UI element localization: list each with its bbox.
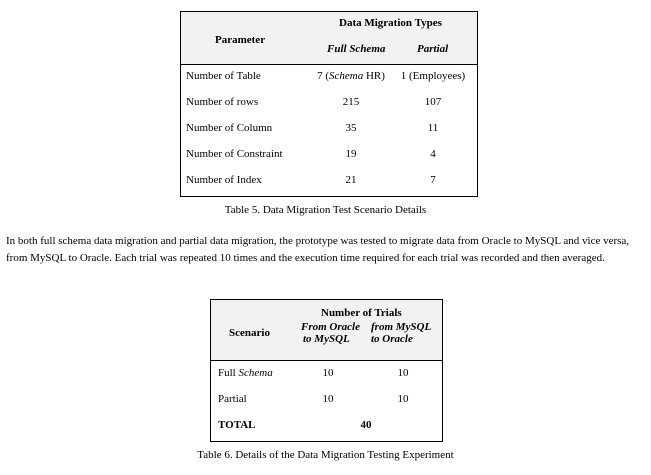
migration-types-header: Data Migration Types xyxy=(339,17,442,29)
partial-cell: 1 (Employees) xyxy=(400,70,466,82)
oracle-to-mysql-header-line2: to MySQL xyxy=(303,333,350,345)
body-paragraph: In both full schema data migration and partial data migration, the prototype was tested to migrate data from Oracle to MySQL and vice versa, from MySQL to Oracle. Each trial was repeated 10 times and the execution time required for each trial was recorded and then averaged. xyxy=(6,235,630,264)
parameter-cell: Number of Constraint xyxy=(186,148,283,160)
total-label: TOTAL xyxy=(218,419,256,431)
total-row xyxy=(211,412,442,438)
partial-cell: 11 xyxy=(427,122,439,134)
parameter-cell: Number of Table xyxy=(186,70,261,82)
mysql-to-oracle-cell: 10 xyxy=(397,393,409,405)
scenario-header: Scenario xyxy=(229,327,270,339)
full-schema-cell: 19 xyxy=(345,148,357,160)
partial-header: Partial xyxy=(417,43,449,55)
table-6 xyxy=(210,299,443,442)
mysql-to-oracle-cell: 10 xyxy=(397,367,409,379)
partial-cell: 7 xyxy=(430,174,436,186)
table-row xyxy=(181,142,477,168)
mysql-to-oracle-header-line2: to Oracle xyxy=(371,333,413,345)
full-schema-header: Full Schema xyxy=(327,43,386,55)
full-schema-cell: 7 (Schema HR) xyxy=(317,70,385,82)
total-value: 40 xyxy=(360,419,372,431)
number-of-trials-header: Number of Trials xyxy=(321,307,402,319)
partial-cell: 4 xyxy=(430,148,436,160)
full-schema-cell: 35 xyxy=(345,122,357,134)
parameter-cell: Number of Column xyxy=(186,122,273,134)
scenario-cell: Partial xyxy=(218,393,247,405)
table-6-header xyxy=(211,300,442,361)
full-schema-cell: 215 xyxy=(342,96,360,108)
full-schema-cell: 21 xyxy=(345,174,357,186)
table-row xyxy=(181,168,477,194)
oracle-to-mysql-header-line1: From Oracle xyxy=(301,321,360,333)
table-5-caption: Table 5. Data Migration Test Scenario Details xyxy=(224,204,427,216)
parameter-cell: Number of Index xyxy=(186,174,262,186)
table-row xyxy=(181,64,477,90)
table-5-header xyxy=(181,12,477,65)
table-row xyxy=(211,386,442,412)
parameter-cell: Number of rows xyxy=(186,96,259,108)
table-row xyxy=(181,116,477,142)
table-5 xyxy=(180,11,478,197)
parameter-header: Parameter xyxy=(215,34,266,46)
oracle-to-mysql-cell: 10 xyxy=(322,393,334,405)
scenario-cell: Full Schema xyxy=(218,367,273,379)
table-row xyxy=(181,90,477,116)
oracle-to-mysql-cell: 10 xyxy=(322,367,334,379)
table-6-caption: Table 6. Details of the Data Migration Testing Experiment xyxy=(197,449,454,461)
partial-cell: 107 xyxy=(424,96,442,108)
mysql-to-oracle-header-line1: from MySQL xyxy=(371,321,432,333)
table-row xyxy=(211,360,442,386)
